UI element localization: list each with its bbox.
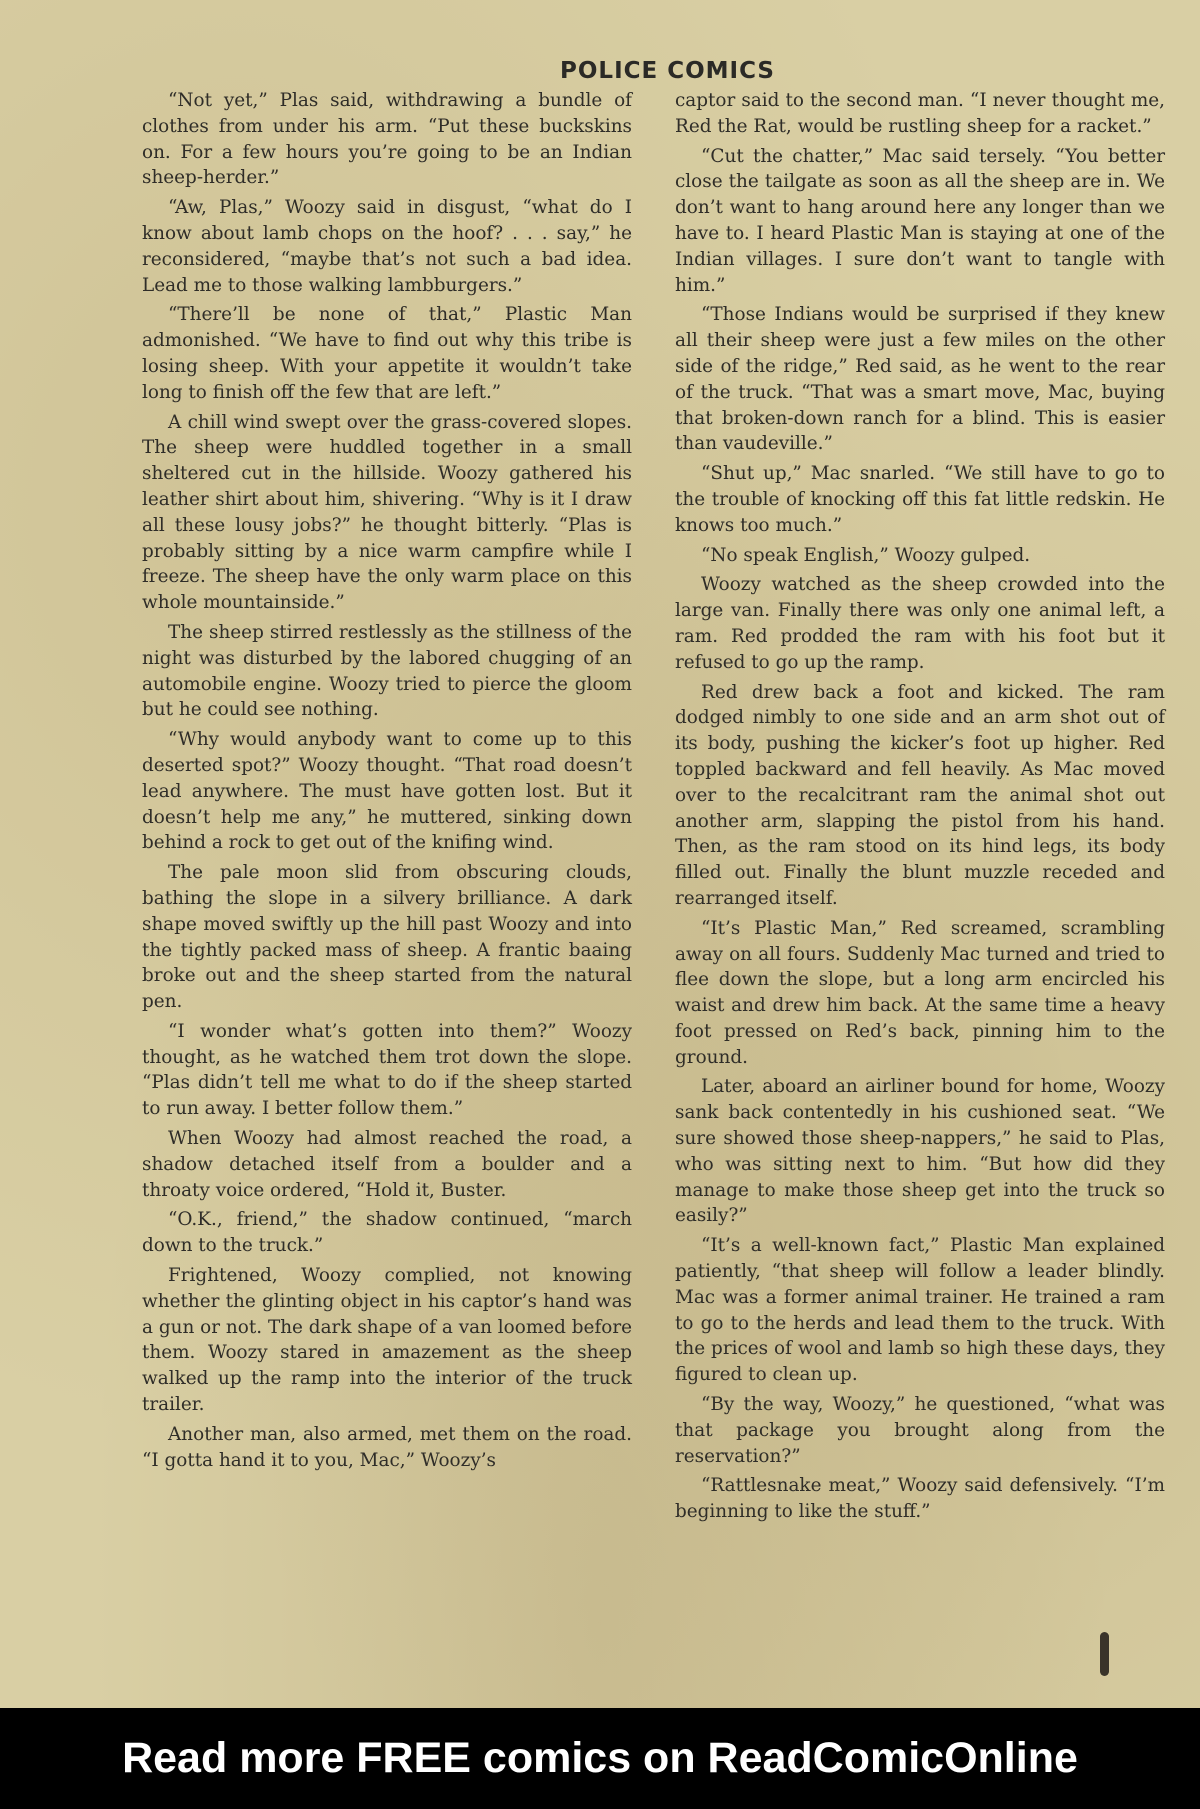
paragraph: “O.K., friend,” the shadow continued, “march down to the truck.”: [142, 1209, 632, 1257]
paragraph: “It’s a well-known fact,” Plastic Man explained patiently, “that sheep will follow a leader blindly. Mac was a former animal trainer. He trained a ram to go to the herds and lead them to the truck. With the prices of wool and lamb so high these days, they figured to clean up.: [675, 1235, 1165, 1386]
paragraph: The sheep stirred restlessly as the stillness of the night was disturbed by the labored chugging of an automobile engine. Woozy tried to pierce the gloom but he could see nothing.: [142, 621, 632, 721]
promo-banner[interactable]: Read more FREE comics on ReadComicOnline: [0, 1708, 1200, 1809]
paragraph: “There’ll be none of that,” Plastic Man admonished. “We have to find out why this tribe is losing sheep. With your appetite it wouldn’t take long to finish off the few that are left.”: [142, 304, 632, 403]
paragraph: Red drew back a foot and kicked. The ram dodged nimbly to one side and an arm shot out of its body, pushing the kicker’s foot up higher. Red toppled backward and fell heavily. As Mac moved over to the recalcitrant ram the animal shot out another arm, slapping the pistol from his hand. Then, as the ram stood on its hind legs, its body filled out. Finally the blunt muzzle receded and rearranged itself.: [675, 681, 1165, 909]
ink-mark: [1100, 1632, 1109, 1676]
paragraph: “Shut up,” Mac snarled. “We still have to go to the trouble of knocking off this fat little redskin. He knows too much.”: [675, 463, 1165, 536]
paragraph: “Aw, Plas,” Woozy said in disgust, “what do I know about lamb chops on the hoof? . . . say,” he reconsidered, “maybe that’s not such a bad idea. Lead me to those walking lambburgers.”: [142, 197, 632, 296]
paragraph: “It’s Plastic Man,” Red screamed, scrambling away on all fours. Suddenly Mac turned and tried to flee down the slope, but a long arm encircled his waist and drew him back. At the same time a heavy foot pressed on Red’s back, pinning him to the ground.: [675, 917, 1165, 1068]
left-text-column: [142, 88, 632, 1477]
paragraph: “Not yet,” Plas said, withdrawing a bundle of clothes from under his arm. “Put these buckskins on. For a few hours you’re going to be an Indian sheep-herder.”: [142, 90, 632, 189]
paragraph: “Those Indians would be surprised if they knew all their sheep were just a few miles on the other side of the ridge,” Red said, as he went to the rear of the truck. “That was a smart move, Mac, buying that broken-down ranch for a blind. This is easier than vaudeville.”: [675, 304, 1165, 455]
paragraph: The pale moon slid from obscuring clouds, bathing the slope in a silvery brilliance. A dark shape moved swiftly up the hill past Woozy and into the tightly packed mass of sheep. A frantic baaing broke out and the sheep started from the natural pen.: [142, 862, 632, 1013]
paragraph: “Why would anybody want to come up to this deserted spot?” Woozy thought. “That road doesn’t lead anywhere. The must have gotten lost. But it doesn’t help me any,” he muttered, sinking down behind a rock to get out of the knifing wind.: [142, 729, 632, 854]
paragraph: captor said to the second man. “I never thought me, Red the Rat, would be rustling sheep for a racket.”: [675, 90, 1165, 137]
paragraph: A chill wind swept over the grass-covered slopes. The sheep were huddled together in a small sheltered cut in the hillside. Woozy gathered his leather shirt about him, shivering. “Why is it I draw all these lousy jobs?” he thought bitterly. “Plas is probably sitting by a nice warm campfire while I freeze. The sheep have the only warm place on this whole mountainside.”: [142, 411, 632, 614]
paragraph: “No speak English,” Woozy gulped.: [701, 544, 1031, 566]
paragraph: Another man, also armed, met them on the road. “I gotta hand it to you, Mac,” Woozy’s: [142, 1423, 632, 1471]
paragraph: When Woozy had almost reached the road, a shadow detached itself from a boulder and a throaty voice ordered, “Hold it, Buster.: [142, 1128, 632, 1201]
paragraph: “I wonder what’s gotten into them?” Woozy thought, as he watched them trot down the slope. “Plas didn’t tell me what to do if the sheep started to run away. I better follow them.”: [142, 1020, 632, 1120]
paragraph: Later, aboard an airliner bound for home, Woozy sank back contentedly in his cushioned seat. “We sure showed those sheep-nappers,” he said to Plas, who was sitting next to him. “But how did they manage to make those sheep get into the truck so easily?”: [675, 1076, 1165, 1227]
right-text-column: [675, 88, 1165, 1529]
paragraph: Frightened, Woozy complied, not knowing whether the glinting object in his captor’s hand was a gun or not. The dark shape of a van loomed before them. Woozy stared in amazement as the sheep walked up the ramp into the interior of the truck trailer.: [142, 1265, 632, 1416]
paragraph: “By the way, Woozy,” he questioned, “what was that package you brought along from the reservation?”: [675, 1394, 1165, 1467]
paragraph: “Rattlesnake meat,” Woozy said defensively. “I’m beginning to like the stuff.”: [675, 1475, 1165, 1523]
page-header-title: POLICE COMICS: [560, 58, 775, 84]
paragraph: “Cut the chatter,” Mac said tersely. “You better close the tailgate as soon as all the sheep are in. We don’t want to hang around here any longer than we have to. I heard Plastic Man is staying at one of the Indian villages. I sure don’t want to tangle with him.”: [675, 145, 1165, 296]
paragraph: Woozy watched as the sheep crowded into the large van. Finally there was only one animal left, a ram. Red prodded the ram with his foot but it refused to go up the ramp.: [675, 574, 1165, 673]
